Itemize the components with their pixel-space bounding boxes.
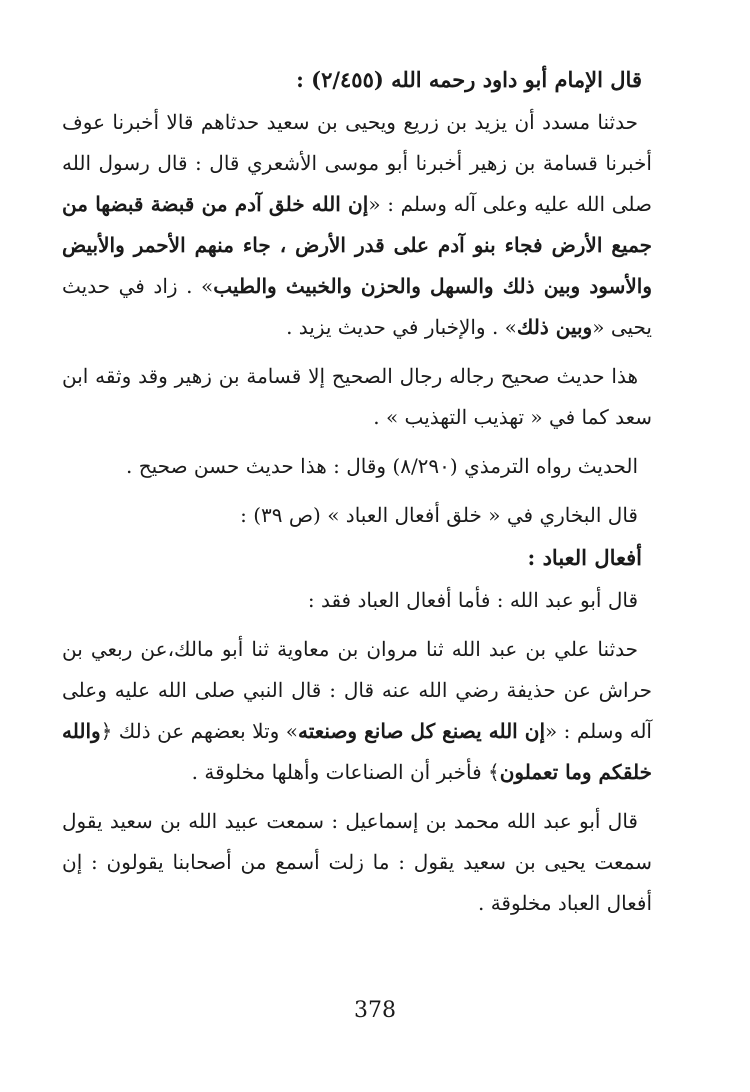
text-span: » وتلا بعضهم عن ذلك ﴿ [100, 719, 298, 743]
text-span: » . زاد في حديث يحيى « [62, 274, 652, 339]
bold-hadith-text: إن الله يصنع كل صانع وصنعته [298, 719, 546, 743]
paragraph-hadith-1 [62, 102, 652, 348]
text-span: حدثنا مسدد أن يزيد بن زريع ويحيى بن سعيد حدثاهم قالا أخبرنا عوف أخبرنا قسامة بن زهير أخبرنا أبو موسى الأشعري قال : قال رسول الله صلى الله عليه وعلى آله وسلم : « [62, 110, 652, 216]
paragraph-hadith-2 [62, 629, 652, 793]
paragraph-bukhari-statement: قال أبو عبد الله محمد بن إسماعيل : سمعت عبيد الله بن سعيد يقول سمعت يحيى بن سعيد يقول : ما زلت أسمع من أصحابنا يقولون : إن أفعال العباد مخلوقة . [62, 809, 652, 915]
bold-hadith-text: وبين ذلك [516, 315, 593, 339]
heading-afal-al-ibad: أفعال العباد : [527, 545, 642, 570]
text-span: حدثنا علي بن عبد الله ثنا مروان بن معاوية ثنا أبو مالك،عن ربعي بن حراش عن حذيفة رضي الله عنه قال : قال النبي صلى الله عليه وعلى آله وسلم : « [62, 637, 652, 743]
paragraph-authentication: هذا حديث صحيح رجاله رجال الصحيح إلا قسامة بن زهير وقد وثقه ابن سعد كما في « تهذيب التهذيب » . [62, 364, 652, 429]
paragraph-tirmidhi: الحديث رواه الترمذي (٨/٢٩٠) وقال : هذا حديث حسن صحيح . [126, 454, 638, 478]
text-span: ﴾ فأخبر أن الصناعات وأهلها مخلوقة . [191, 760, 500, 784]
page-number: 378 [354, 998, 396, 1023]
text-span: » . والإخبار في حديث يزيد . [286, 315, 517, 339]
paragraph-abu-abdullah: قال أبو عبد الله : فأما أفعال العباد فقد : [307, 588, 638, 612]
page-text [62, 58, 652, 924]
bold-hadith-text: إن الله خلق آدم من قبضة قبضها من جميع الأرض فجاء بنو آدم على قدر الأرض ، جاء منهم الأحمر والأبيض والأسود وبين ذلك والسهل والحزن والخبيث والطيب [62, 192, 652, 298]
heading-abu-dawud: قال الإمام أبو داود رحمه الله (٢/٤٥٥) : [296, 67, 642, 92]
paragraph-bukhari-reference: قال البخاري في « خلق أفعال العباد » (ص ٣٩) : [240, 503, 638, 527]
bold-quran-text: والله خلقكم وما تعملون [62, 719, 652, 784]
